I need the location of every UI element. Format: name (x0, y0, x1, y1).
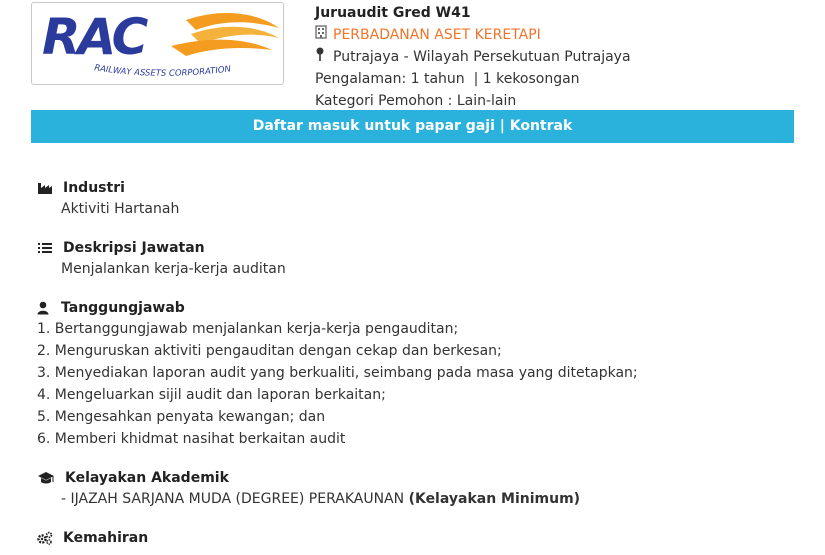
user-icon (37, 301, 49, 315)
job-title: Juruaudit Gred W41 (315, 5, 471, 21)
skills-section (37, 528, 148, 548)
list-item: 2. Menguruskan aktiviti pengauditan dengan cekap dan berkesan; (37, 343, 502, 359)
list-item: 6. Memberi khidmat nasihat berkaitan audit (37, 431, 346, 447)
login-salary-banner[interactable]: Daftar masuk untuk papar gaji | Kontrak (31, 110, 794, 143)
company-row[interactable] (315, 24, 795, 46)
category-text: Kategori Pemohon : Lain-lain (315, 93, 517, 109)
building-icon (315, 24, 333, 46)
factory-icon (37, 181, 53, 195)
industry-value: Aktiviti Hartanah (61, 201, 180, 217)
list-item: 5. Mengesahkan penyata kewangan; dan (37, 409, 326, 425)
industry-heading: Industri (63, 180, 125, 196)
company-name-link[interactable]: PERBADANAN ASET KERETAPI (333, 27, 541, 43)
responsibilities-heading: Tanggungjawab (61, 300, 185, 316)
experience-text: Pengalaman: 1 tahun | 1 kekosongan (315, 71, 580, 87)
responsibilities-section (37, 298, 638, 450)
list-item: 3. Menyediakan laporan audit yang berkualiti, seimbang pada masa yang ditetapkan; (37, 365, 638, 381)
description-section (37, 238, 286, 280)
map-pin-icon (315, 46, 333, 68)
company-logo-frame[interactable] (31, 2, 284, 85)
qualification-value: - IJAZAH SARJANA MUDA (DEGREE) PERAKAUNAN (61, 491, 409, 507)
skills-heading: Kemahiran (63, 530, 149, 546)
responsibilities-list (37, 318, 638, 450)
job-summary (315, 2, 795, 112)
logo-subtext: RAILWAY ASSETS CORPORATION (93, 63, 232, 79)
location-row (315, 46, 795, 68)
description-heading: Deskripsi Jawatan (63, 240, 205, 256)
qualification-level: (Kelayakan Minimum) (408, 491, 581, 507)
graduation-cap-icon (37, 471, 55, 485)
list-item: 1. Bertanggungjawab menjalankan kerja-kerja pengauditan; (37, 321, 459, 337)
list-icon (37, 241, 53, 255)
company-logo (36, 6, 279, 81)
description-value: Menjalankan kerja-kerja auditan (61, 261, 286, 277)
gears-icon (37, 531, 53, 545)
logo-wordmark: RAC (42, 8, 146, 66)
qualification-section (37, 468, 580, 510)
location-text: Putrajaya - Wilayah Persekutuan Putrajaya (333, 49, 631, 65)
industry-section (37, 178, 179, 220)
qualification-heading: Kelayakan Akademik (65, 470, 229, 486)
list-item: 4. Mengeluarkan sijil audit dan laporan berkaitan; (37, 387, 386, 403)
